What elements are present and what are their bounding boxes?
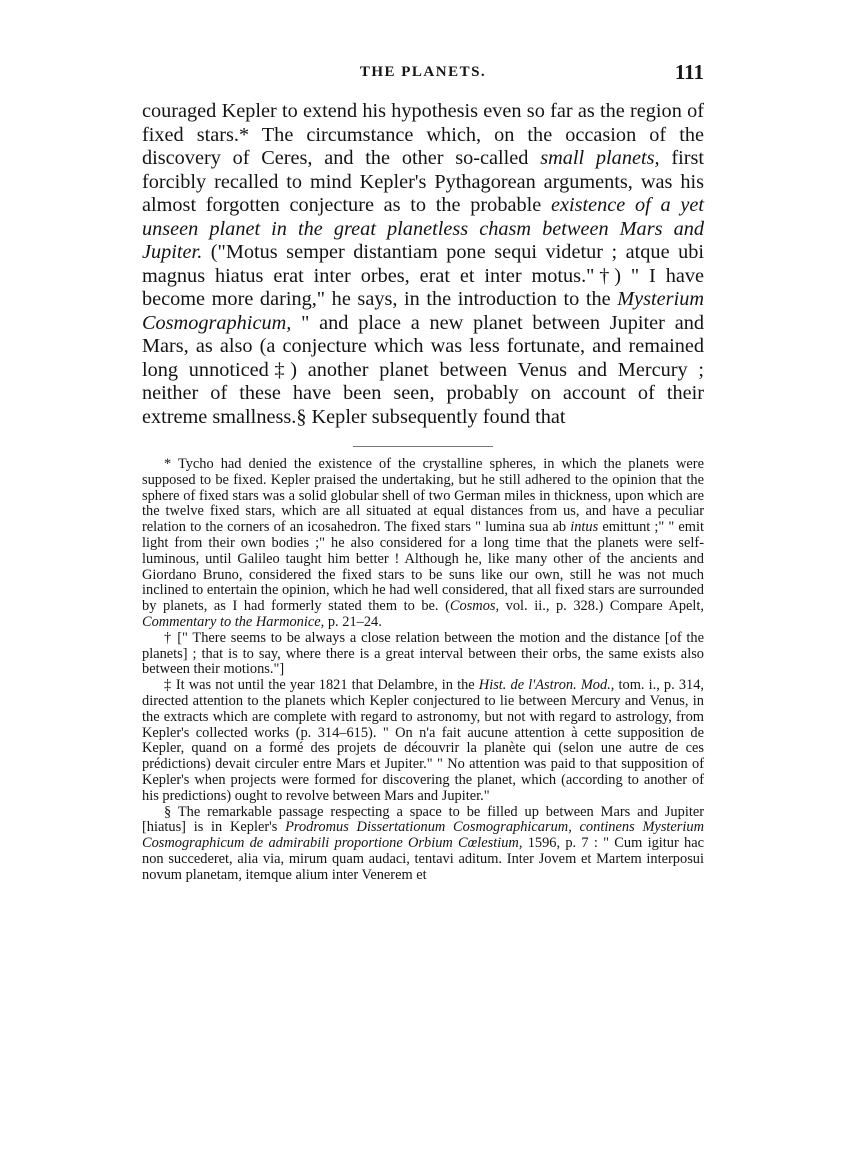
page-number: 111 [674, 60, 704, 84]
body-italic-unseen-planet: existence of a yet unseen planet in the great planetless chasm between Mars and Jupiter. [142, 194, 705, 263]
body-paragraph [142, 100, 704, 429]
footnote-text: emittunt ;" " emit light from their own bodies ;" he also considered for a long time that the planets were self-luminous, until Galileo taught him better ! Although he, like many other of the ancients and Giordano Bruno, considered the fixed stars to be suns like our own, still he was not much inclined to entertain the opinion, which he had well considered, that all fixed stars are surrounded by planets, as I had formerly stated them to be. ( [142, 519, 704, 615]
footnote-italic: Commentary to the Harmonice, [142, 613, 325, 630]
footnote-italic: Hist. de l'Astron. Mod., [478, 677, 615, 694]
footnote-divider [353, 446, 493, 447]
footnote-text: 1596, p. 7 : " Cum igitur hac non succederet, alia via, mirum quam audaci, tentavi aditum. Inter Jovem et Martem interposui novum planetam, itemque alium inter Venerem et [142, 835, 704, 883]
footnote-text: † [" There seems to be always a close relation between the motion and the distance [of the planets] ; that is to say, where there is a great interval between their orbs, the same exists also between their motions."] [142, 629, 704, 678]
footnote-text: tom. i., p. 314, directed attention to the planets which Kepler conjectured to lie between Mercury and Venus, in the extracts which are complete with regard to astronomy, but not with regard to astrology, from Kepler's collected works (p. 314–615). " On n'a fait aucune attention à cette supposition de Kepler, quand on a formé des projets de découvrir la planète qui (selon une autre de ces prédictions) devait circuler entre Mars et Jupiter." " No attention was paid to that supposition of Kepler's when projects were formed for discovering the planet, which (according to another of his predictions) ought to revolve between Mars and Jupiter." [142, 677, 705, 804]
footnote-asterisk [142, 457, 704, 631]
book-page [142, 60, 704, 884]
body-text-segment: ("Motus semper distantiam pone sequi videtur ; atque ubi magnus hiatus erat inter orbes, erat et inter motus."†) " I have become more daring," he says, in the introduction to the [142, 241, 704, 310]
body-italic-small-planets: small planets, [540, 147, 660, 169]
body-text-segment: first forcibly recalled to mind Kepler's Pythagorean arguments, was his almost forgotten conjecture as to the probable [142, 147, 704, 216]
footnote-italic: intus [570, 519, 599, 536]
body-text-segment: couraged Kepler to extend his hypothesis even so far as the region of fixed stars.* The circumstance which, on the occasion of the discovery of Ceres, and the other so-called [142, 100, 704, 169]
footnote-italic: Prodromus Dissertationum Cosmographicarum, continens Mysterium Cosmographicum de admirabili proportione Orbium Cœlestium, [142, 819, 704, 852]
running-title: THE PLANETS. [359, 64, 487, 80]
body-text-segment: " and place a new planet between Jupiter and Mars, as also (a conjecture which was less fortunate, and remained long unnoticed‡) another planet between Venus and Mercury ; neither of these have been seen, probably on account of their extreme smallness.§ Kepler subsequently found that [142, 311, 704, 428]
footnote-text: vol. ii., p. 328.) Compare Apelt, [499, 598, 705, 615]
footnote-section-sign [142, 805, 704, 884]
body-italic-mysterium: Mysterium Cosmographicum, [142, 288, 704, 334]
footnote-text: § The remarkable passage respecting a space to be filled up between Mars and Jupiter [hiatus] is in Kepler's [142, 803, 704, 836]
footnote-text: ‡ It was not until the year 1821 that Delambre, in the [164, 677, 479, 694]
running-header [142, 60, 704, 90]
footnote-text: * Tycho had denied the existence of the crystalline spheres, in which the planets were supposed to be fixed. Kepler praised the undertaking, but he still adhered to the opinion that the sphere of fixed stars was a solid globular shell of two German miles in thickness, upon which are the twelve fixed stars, which are all situated at equal distances from us, and have a peculiar relation to the corners of an icosahedron. The fixed stars " lumina sua ab [142, 456, 704, 536]
footnote-text: p. 21–24. [324, 613, 382, 630]
footnote-dagger [142, 631, 704, 678]
footnotes [142, 457, 704, 884]
footnote-italic: Cosmos, [449, 598, 500, 615]
footnote-double-dagger [142, 678, 704, 804]
